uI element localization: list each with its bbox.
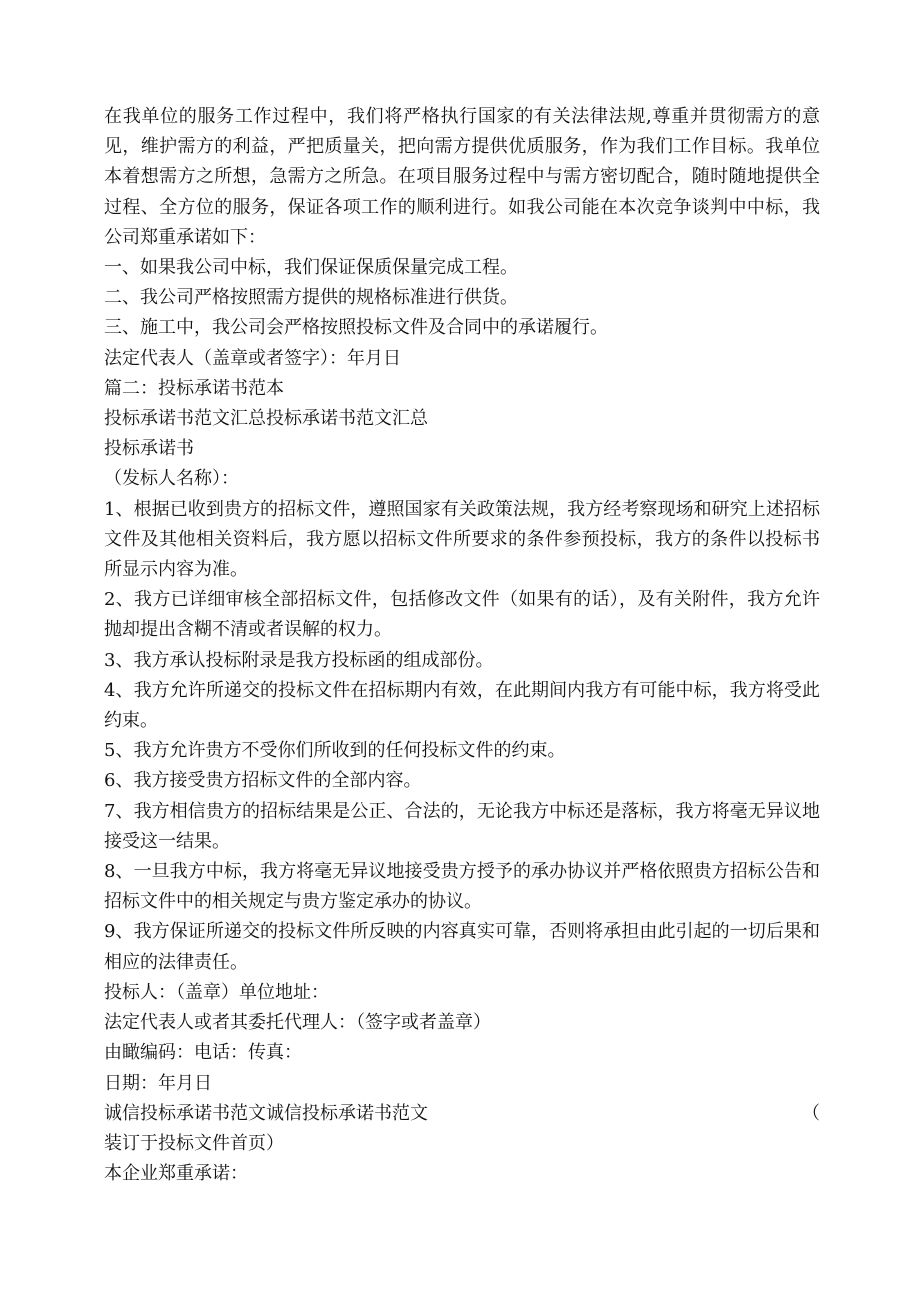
document-body xyxy=(104,102,820,1189)
signature-line: 法定代表人（盖章或者签字）：年月日 xyxy=(104,347,401,369)
section-2-heading: 篇二：投标承诺书范本 xyxy=(104,377,284,399)
date-line: 日期：年月日 xyxy=(104,1072,212,1094)
clause-5: 5、我方允许贵方不受你们所收到的任何投标文件的约束。 xyxy=(104,740,566,762)
clause-9: 9、我方保证所递交的投标文件所反映的内容真实可靠，否则将承担由此引起的一切后果和相应的法律责任。 xyxy=(104,921,820,973)
addressee: （发标人名称）： xyxy=(104,468,239,490)
clause-3: 3、我方承认投标附录是我方投标函的组成部份。 xyxy=(104,649,494,671)
intro-paragraph: 在我单位的服务工作过程中，我们将严格执行国家的有关法律法规,尊重并贯彻需方的意见，维护需方的利益，严把质量关，把向需方提供优质服务，作为我们工作目标。我单位本着想需方之所想，急需方之所急。在项目服务过程中与需方密切配合，随时随地提供全过程、全方位的服务，保证各项工作的顺利进行。如我公司能在本次竞争谈判中中标，我公司郑重承诺如下： xyxy=(104,106,820,248)
letter-title: 投标承诺书 xyxy=(104,438,194,460)
clause-4: 4、我方允许所递交的投标文件在招标期内有效，在此期间内我方有可能中标，我方将受此约束。 xyxy=(104,679,820,732)
clause-1: 1、根据已收到贵方的招标文件，遵照国家有关政策法规，我方经考察现场和研究上述招标文件及其他相关资料后，我方愿以招标文件所要求的条件参预投标，我方的条件以投标书所显示内容为准。 xyxy=(104,498,820,581)
contact-line: 由瞰编码：电话：传真： xyxy=(104,1042,302,1064)
promise-1: 一、如果我公司中标，我们保证保质保量完成工程。 xyxy=(104,257,518,279)
section-3-title: 诚信投标承诺书范文诚信投标承诺书范文 xyxy=(104,1102,428,1124)
promise-3: 三、施工中，我公司会严格按照投标文件及合同中的承诺履行。 xyxy=(104,317,608,339)
clause-7: 7、我方相信贵方的招标结果是公正、合法的，无论我方中标还是落标，我方将毫无异议地接受这一结果。 xyxy=(104,800,820,852)
clause-8: 8、一旦我方中标，我方将毫无异议地接受贵方授予的承办协议并严格依照贵方招标公告和招标文件中的相关规定与贵方鉴定承办的协议。 xyxy=(104,861,820,913)
clause-6: 6、我方接受贵方招标文件的全部内容。 xyxy=(104,770,422,792)
section-3-title-row xyxy=(104,1099,820,1129)
section-3-intro: 本企业郑重承诺： xyxy=(104,1163,248,1185)
section-3-open-paren: （ xyxy=(802,1102,820,1124)
clause-2: 2、我方已详细审核全部招标文件，包括修改文件（如果有的话），及有关附件，我方允许抛却提出含糊不清或者误解的权力。 xyxy=(104,589,820,641)
section-2-subtitle: 投标承诺书范文汇总投标承诺书范文汇总 xyxy=(104,408,428,430)
representative-line: 法定代表人或者其委托代理人：（签字或者盖章） xyxy=(104,1012,491,1034)
promise-2: 二、我公司严格按照需方提供的规格标准进行供货。 xyxy=(104,287,518,309)
section-3-note: 装订于投标文件首页） xyxy=(104,1132,284,1154)
bidder-line: 投标人：（盖章）单位地址： xyxy=(104,981,329,1003)
